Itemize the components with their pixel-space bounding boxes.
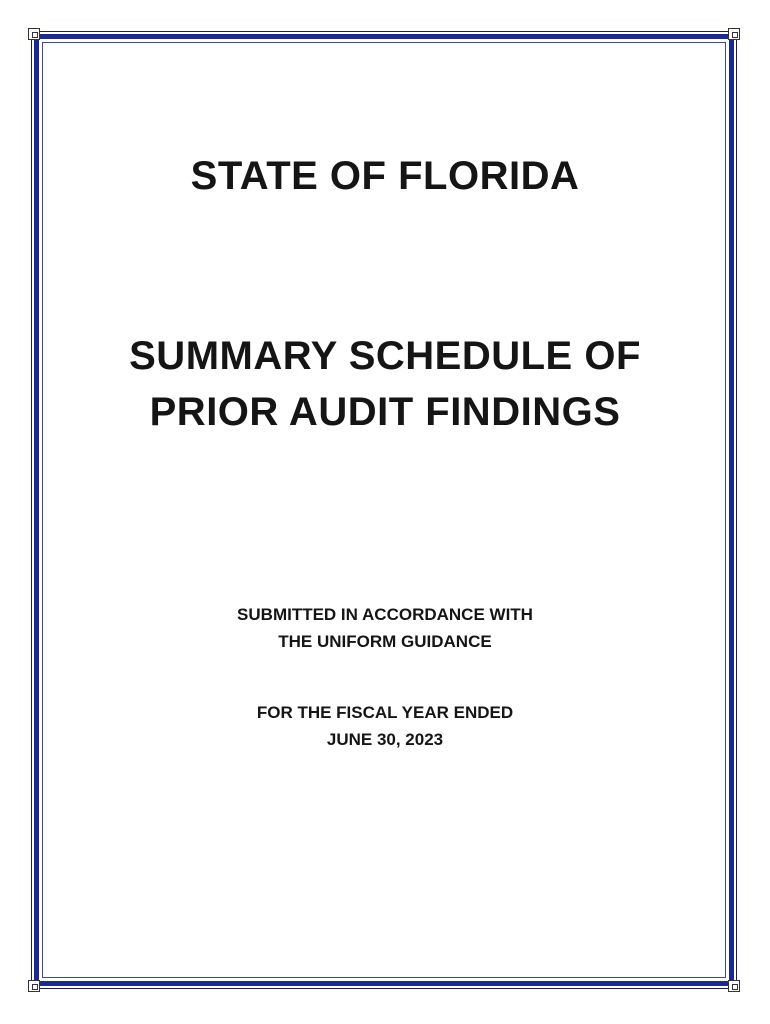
submitted-line-2: THE UNIFORM GUIDANCE [278, 632, 492, 651]
corner-ornament-bottom-left [28, 980, 40, 992]
state-title [50, 150, 720, 202]
submitted-line-1: SUBMITTED IN ACCORDANCE WITH [237, 605, 533, 624]
corner-ornament-top-right [728, 28, 740, 40]
corner-ornament-top-left [28, 28, 40, 40]
fiscal-line-1: FOR THE FISCAL YEAR ENDED [256, 703, 514, 722]
document-heading [50, 328, 720, 440]
state-title-text: STATE OF FLORIDA [190, 154, 580, 198]
submitted-statement [50, 601, 720, 655]
corner-ornament-bottom-right [728, 980, 740, 992]
fiscal-line-2: JUNE 30, 2023 [326, 730, 444, 749]
heading-line-2: PRIOR AUDIT FINDINGS [149, 390, 621, 434]
heading-line-1: SUMMARY SCHEDULE OF [129, 334, 641, 378]
fiscal-year-statement [50, 699, 720, 753]
